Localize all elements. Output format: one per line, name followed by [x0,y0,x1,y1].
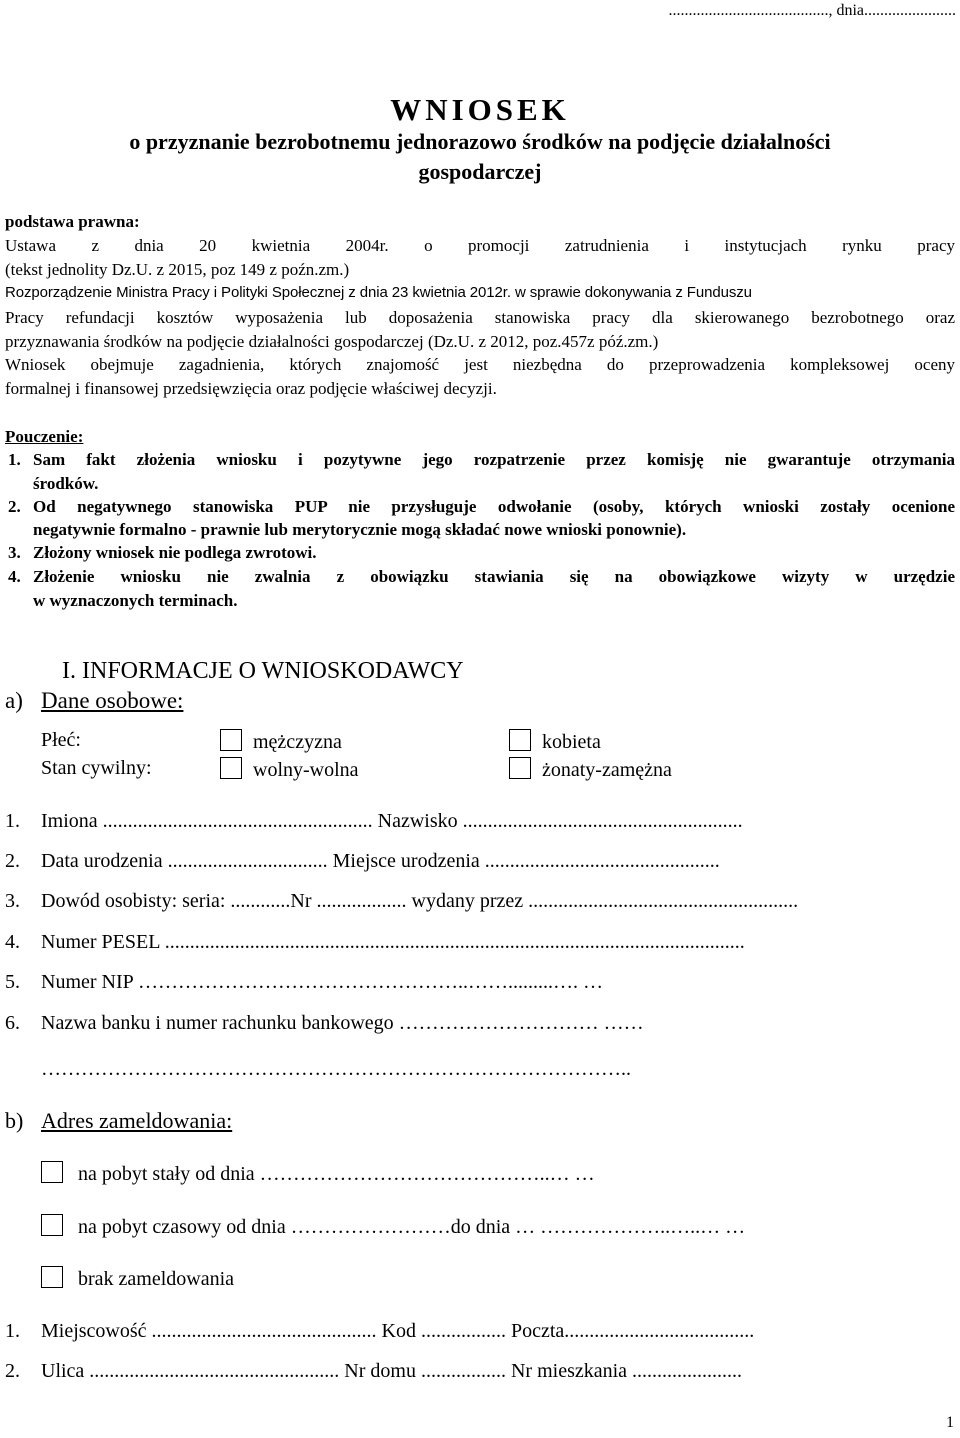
temporary-checkbox[interactable] [41,1214,63,1236]
gender-label: Płeć: [41,729,81,751]
document-subtitle-1: o przyznanie bezrobotnemu jednorazowo środków na podjęcie działalności [129,129,831,154]
legal-basis-line-2: (tekst jednolity Dz.U. z 2015, poz 149 z poźn.zm.) [5,260,350,279]
field-num-1: 1. [5,810,20,832]
instruction-num-4: 4. [8,567,21,586]
field-bank[interactable]: Nazwa banku i numer rachunku bankowego ………………………… …… [41,1012,644,1034]
permanent-checkbox[interactable] [41,1161,63,1183]
subsection-a-title: Dane osobowe: [41,688,184,713]
legal-basis-heading: podstawa prawna: [5,212,140,231]
address-option-permanent[interactable] [41,1161,595,1186]
field-num-5: 5. [5,971,20,993]
marital-status-label: Stan cywilny: [41,757,152,779]
single-label: wolny-wolna [253,759,359,781]
field-num-2: 2. [5,850,20,872]
instruction-text-3a: Złożony wniosek nie podlega zwrotowi. [33,543,317,562]
subsection-b-marker: b) [5,1108,24,1133]
temporary-label: na pobyt czasowy od dnia ……………………do dnia … ………………..…..… … [78,1216,746,1238]
address-option-temporary[interactable] [41,1214,745,1239]
address-field-city[interactable]: Miejscowość ............................................. Kod ................. Poczta...................................... [41,1320,755,1342]
married-label: żonaty-zamężna [542,759,672,781]
legal-basis-line-3: Rozporządzenie Ministra Pracy i Polityki Społecznej z dnia 23 kwietnia 2012r. w sprawie dokonywania z Funduszu [5,284,752,301]
instruction-text-2b: negatywnie formalno - prawnie lub merytorycznie mogą składać nowe wnioski ponownie). [33,520,687,539]
field-num-4: 4. [5,931,20,953]
married-checkbox[interactable] [509,757,531,779]
female-label: kobieta [542,731,601,753]
instruction-text-2a: Od negatywnego stanowiska PUP nie przysługuje odwołanie (osoby, których wnioski zostały ocenione [33,497,955,516]
field-num-3: 3. [5,890,20,912]
marital-option-married[interactable] [509,757,672,782]
instruction-num-1: 1. [8,450,21,469]
legal-basis-line-6: Wniosek obejmuje zagadnienia, których znajomość jest niezbędna do przeprowadzenia kompleksowej oceny [5,355,955,374]
single-checkbox[interactable] [220,757,242,779]
subsection-a-marker: a) [5,688,23,713]
gender-option-female[interactable] [509,729,601,754]
document-title: WNIOSEK [390,92,570,127]
legal-basis-line-4: Pracy refundacji kosztów wyposażenia lub doposażenia stanowiska pracy dla skierowanego bezrobotnego oraz [5,308,955,327]
legal-basis-line-7: formalnej i finansowej przedsięwzięcia oraz podjęcie właściwej decyzji. [5,379,497,398]
marital-option-single[interactable] [220,757,359,782]
field-pesel[interactable]: Numer PESEL .................................................................................................................... [41,931,745,953]
legal-basis-line-5: przyznawania środków na podjęcie działalności gospodarczej (Dz.U. z 2012, poz.457z póź.zm.) [5,332,659,351]
instruction-num-2: 2. [8,497,21,516]
field-nip[interactable]: Numer NIP …………………………………………..…….........…. … [41,971,604,993]
instruction-num-3: 3. [8,543,21,562]
instruction-text-4a: Złożenie wniosku nie zwalnia z obowiązku stawiania się na obowiązkowe wizyty w urzędzie [33,567,955,586]
section-title: I. INFORMACJE O WNIOSKODAWCY [62,658,464,684]
field-bank-continued[interactable]: …………………………………………………………………………….. [41,1058,631,1080]
address-field-street[interactable]: Ulica .................................................. Nr domu ................. Nr mieszkania ...................... [41,1360,743,1382]
instruction-heading: Pouczenie: [5,427,84,446]
gender-option-male[interactable] [220,729,342,754]
female-checkbox[interactable] [509,729,531,751]
address-option-none[interactable] [41,1266,234,1291]
instruction-text-1a: Sam fakt złożenia wniosku i pozytywne jego rozpatrzenie przez komisję nie gwarantuje otrzymania [33,450,955,469]
field-id-card[interactable]: Dowód osobisty: seria: ............Nr .................. wydany przez ...................................................... [41,890,799,912]
field-birth[interactable]: Data urodzenia ................................ Miejsce urodzenia ............................................... [41,850,720,872]
address-field-num-2: 2. [5,1360,20,1382]
address-field-num-1: 1. [5,1320,20,1342]
no-registration-label: brak zameldowania [78,1268,235,1290]
permanent-label: na pobyt stały od dnia ……………………………………..… … [78,1163,595,1185]
place-date-line: ........................................, dnia....................... [668,2,956,19]
legal-basis-line-1: Ustawa z dnia 20 kwietnia 2004r. o promocji zatrudnienia i instytucjach rynku pracy [5,236,955,255]
page-number: 1 [946,1414,954,1431]
field-num-6: 6. [5,1012,20,1034]
no-registration-checkbox[interactable] [41,1266,63,1288]
field-names-surname[interactable]: Imiona ...................................................... Nazwisko ........................................................ [41,810,743,832]
male-checkbox[interactable] [220,729,242,751]
instruction-text-1b: środków. [33,474,99,493]
document-subtitle-2: gospodarczej [418,159,542,184]
instruction-text-4b: w wyznaczonych terminach. [33,591,238,610]
male-label: mężczyzna [253,731,342,753]
subsection-b-title: Adres zameldowania: [41,1108,233,1133]
